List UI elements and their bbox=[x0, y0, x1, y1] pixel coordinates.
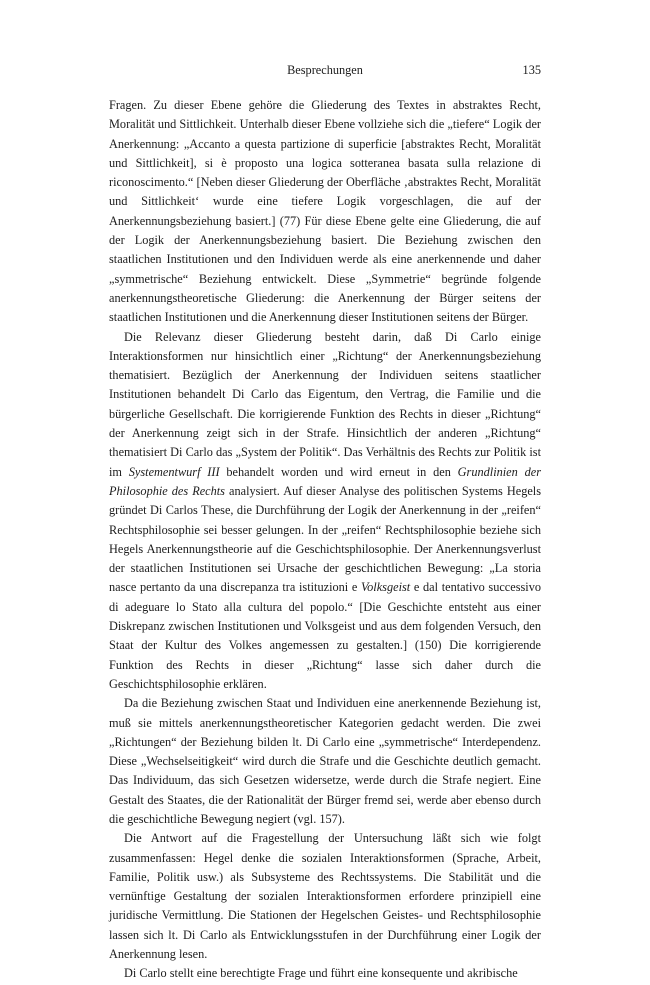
text-run: Da die Beziehung zwischen Staat und Individuen eine anerkennende Beziehung ist, muß sie mittels anerkennungstheoretischer Kategorien gedacht werden. Die zwei „Richtungen“ der Beziehung bilden lt. Di Carlo eine „symmetrische“ Interdependenz. Diese „Wechselseitigkeit“ wird durch die Strafe und die Geschichte deutlich gemacht. Das Individuum, das sich Gesetzen widersetze, werde durch die Strafe negiert. Eine Gestalt des Staates, die der Rationalität der Bürger fremd sei, werde aber ebenso durch die geschichtliche Bewegung negiert (vgl. 157). bbox=[109, 696, 541, 826]
running-head bbox=[109, 62, 541, 78]
italic-text: Volksgeist bbox=[361, 580, 411, 595]
text-run: analysiert. Auf dieser Analyse des politischen Systems Hegels gründet Di Carlos These, die Durchführung der Logik der Anerkennung in der „reifen“ Rechtsphilosophie sei besser gelungen. In der „reifen“ Rechtsphilosophie beziehe sich Hegels Anerkennungstheorie auf die Geschichtsphilosophie. Der Anerkennungsverlust der staatlichen Institutionen sei Ursache der geschichtlichen Bewegung: „La storia nasce pertanto da una discrepanza tra istituzioni e bbox=[109, 483, 541, 595]
paragraph bbox=[109, 964, 541, 983]
text-run: Die Relevanz dieser Gliederung besteht darin, daß Di Carlo einige Interaktionsformen nur hinsichtlich einer „Richtung“ der Anerkennungsbeziehung thematisiert. Bezüglich der Anerkennung der Individuen seitens staatlicher Institutionen behandelt Di Carlo das Eigentum, den Vertrag, die Familie und die bürgerliche Gesellschaft. Die korrigierende Funktion des Rechts in dieser „Richtung“ der Anerkennung zeigt sich in der Strafe. Hinsichtlich der anderen „Richtung“ thematisiert Di Carlo das „System der Politik“. Das Verhältnis des Rechts zur Politik ist im bbox=[109, 329, 541, 479]
italic-text: Grundlinien der Philosophie des Rechts bbox=[109, 464, 541, 498]
page-number: 135 bbox=[522, 63, 541, 77]
text-run: Di Carlo stellt eine berechtigte Frage und führt eine konsequente und akribische bbox=[124, 966, 518, 981]
text-run: Die Antwort auf die Fragestellung der Untersuchung läßt sich wie folgt zusammenfassen: Hegel denke die sozialen Interaktionsformen (Sprache, Arbeit, Familie, Politik usw.) als Subsysteme des Rechtssystems. Die Stabilität und die vernünftige Gestaltung der sozialen Interaktionsformen erfordere prinzipiell eine juridische Vermittlung. Die Stationen der Hegelschen Geistes- und Rechtsphilosophie lassen sich lt. Di Carlo als Entwicklungsstufen in der Durchführung einer Logik der Anerkennung lesen. bbox=[109, 831, 541, 962]
running-head-title: Besprechungen bbox=[287, 63, 363, 77]
italic-text: Systementwurf III bbox=[128, 464, 220, 479]
paragraph bbox=[109, 328, 541, 695]
text-run: behandelt worden und wird erneut in den bbox=[219, 464, 458, 479]
paragraph bbox=[109, 694, 541, 829]
paragraph bbox=[109, 96, 541, 328]
text-run: e dal tentativo successivo di adeguare lo Stato alla cultura del popolo.“ [Die Geschichte entsteht aus einer Diskrepanz zwischen Institutionen und Volksgeist und aus dem folgenden Versuch, den Staat der Kultur des Volkes angemessen zu gestalten.] (150) Die korrigierende Funktion des Rechts in dieser „Richtung“ lasse sich daher durch die Geschichtsphilosophie erklären. bbox=[109, 580, 542, 691]
body-text bbox=[109, 96, 541, 984]
text-run: Fragen. Zu dieser Ebene gehöre die Gliederung des Textes in abstraktes Recht, Moralität und Sittlichkeit. Unterhalb dieser Ebene vollziehe sich die „tiefere“ Logik der Anerkennung: „Accanto a questa partizione di superficie [abstraktes Recht, Moralität und Sittlichkeit], si è proposto una logica sotteranea basata sulla relazione di riconoscimento.“ [Neben dieser Gliederung der Oberfläche ‚abstraktes Recht, Moralität und Sittlichkeit‘ wurde eine tiefere Logik vorgeschlagen, die auf der Anerkennungsbeziehung basiert.] (77) Für diese Ebene gelte eine Gliederung, die auf der Logik der Anerkennungsbeziehung basiert. Die Beziehung zwischen den staatlichen Institutionen und den Individuen werde als eine anerkennende und daher „symmetrische“ Beziehung entwickelt. Diese „Symmetrie“ begründe folgende anerkennungstheoretische Gliederung: die Anerkennung der Bürger seitens der staatlichen Institutionen und die Anerkennung dieser Institutionen seitens der Bürger. bbox=[109, 98, 541, 325]
paragraph bbox=[109, 829, 541, 964]
